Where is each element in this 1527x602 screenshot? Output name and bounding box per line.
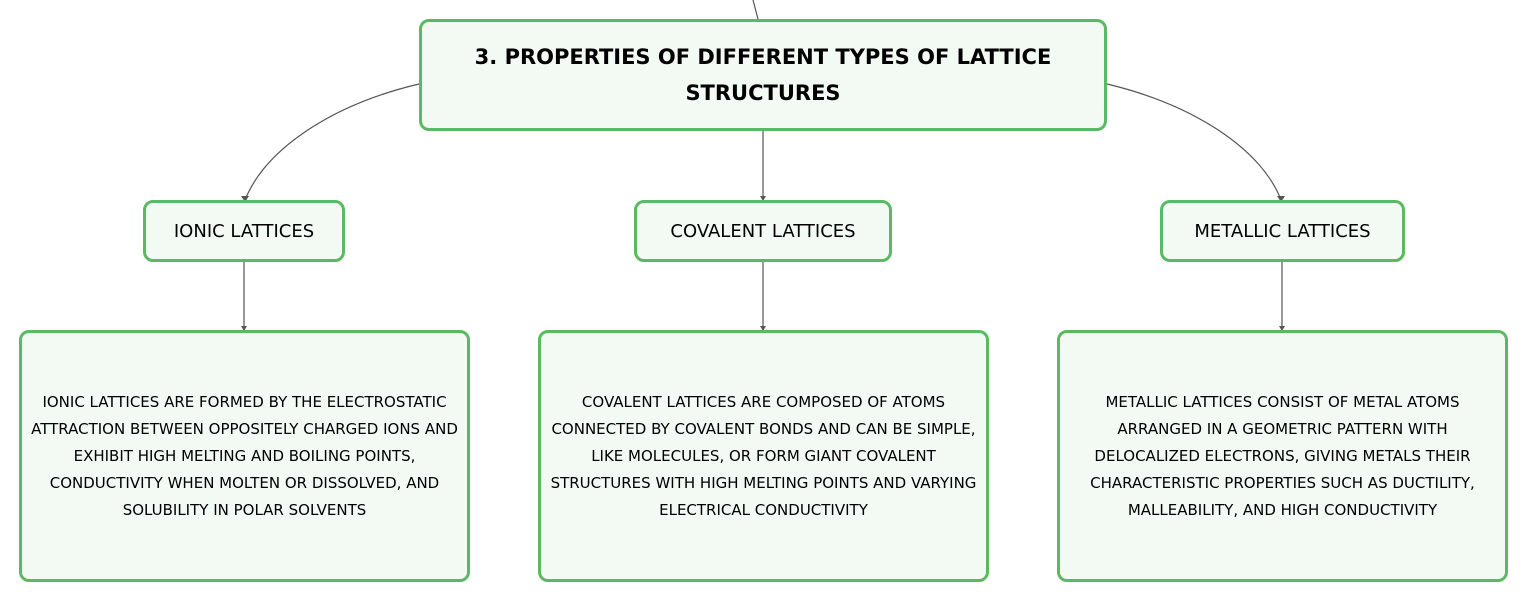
- covalent-lattices-description-node[interactable]: [538, 330, 989, 582]
- connector-title-to-ionic: [245, 84, 419, 200]
- ionic-lattices-description: IONIC LATTICES ARE FORMED BY THE ELECTROSTATIC ATTRACTION BETWEEN OPPOSITELY CHARGED IONS AND EXHIBIT HIGH MELTING AND BOILING POINTS, CONDUCTIVITY WHEN MOLTEN OR DISSOLVED, AND SOLUBILITY IN POLAR SOLVENTS: [31, 392, 458, 519]
- ionic-lattices-label: IONIC LATTICES: [173, 220, 315, 242]
- connector-title-to-metallic: [1107, 84, 1281, 200]
- covalent-lattices-description: COVALENT LATTICES ARE COMPOSED OF ATOMS CONNECTED BY COVALENT BONDS AND CAN BE SIMPLE, LIKE MOLECULES, OR FORM GIANT COVALENT STRUCTURES WITH HIGH MELTING POINTS AND VARYING ELECTRICAL CONDUCTIVITY: [550, 392, 977, 519]
- ionic-lattices-node[interactable]: [143, 200, 345, 262]
- metallic-lattices-description: METALLIC LATTICES CONSIST OF METAL ATOMS ARRANGED IN A GEOMETRIC PATTERN WITH DELOCALIZED ELECTRONS, GIVING METALS THEIR CHARACTERISTIC PROPERTIES SUCH AS DUCTILITY, MALLEABILITY, AND HIGH CONDUCTIVITY: [1090, 392, 1475, 519]
- ionic-lattices-description-node[interactable]: [19, 330, 470, 582]
- covalent-lattices-label: COVALENT LATTICES: [670, 220, 856, 242]
- topic-title-node[interactable]: [419, 19, 1107, 131]
- metallic-lattices-node[interactable]: [1160, 200, 1405, 262]
- metallic-lattices-label: METALLIC LATTICES: [1194, 220, 1371, 242]
- metallic-lattices-description-node[interactable]: [1057, 330, 1508, 582]
- topic-title-text: 3. PROPERTIES OF DIFFERENT TYPES OF LATTICE STRUCTURES: [474, 45, 1052, 105]
- covalent-lattices-node[interactable]: [634, 200, 892, 262]
- connector-parent-to-title: [753, 0, 758, 19]
